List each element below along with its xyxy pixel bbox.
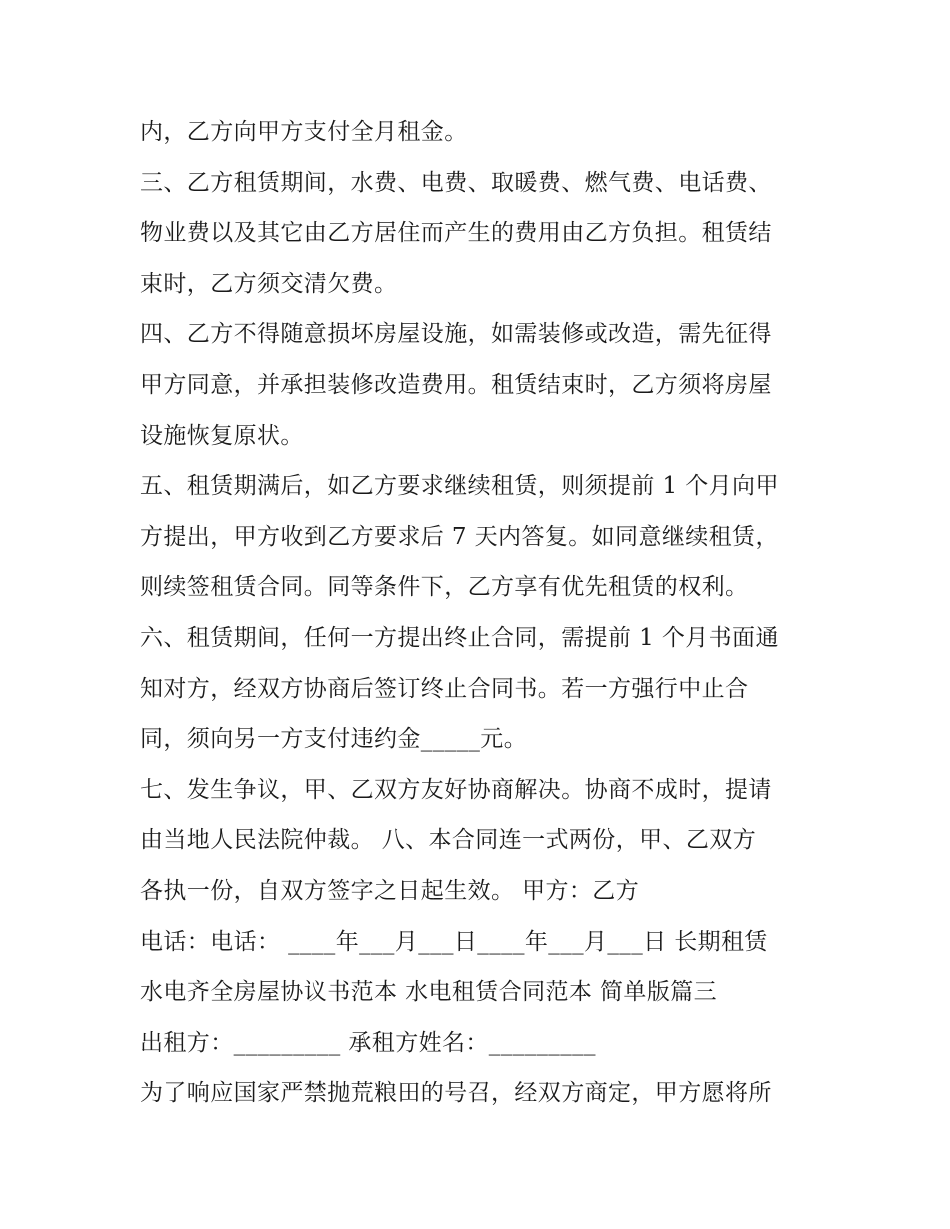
text-line: 由当地人民法院仲裁。 八、本合同连一式两份，甲、乙双方 [140, 827, 757, 854]
text-line: 为了响应国家严禁抛荒粮田的号召，经双方商定，甲方愿将所 [140, 1080, 772, 1107]
text-line: 出租方：_________ 承租方姓名：_________ [140, 1029, 596, 1056]
text-line: 知对方，经双方协商后签订终止合同书。若一方强行中止合 [140, 675, 749, 702]
text-line: 则续签租赁合同。同等条件下，乙方享有优先租赁的权利。 [140, 574, 749, 601]
text-line: 同，须向另一方支付违约金_____元。 [140, 726, 528, 753]
text-line: 五、租赁期满后，如乙方要求继续租赁，则须提前 1 个月向甲 [140, 473, 779, 500]
text-line: 四、乙方不得随意损坏房屋设施，如需装修或改造，需先征得 [140, 321, 772, 348]
text-line: 物业费以及其它由乙方居住而产生的费用由乙方负担。租赁结 [140, 220, 772, 247]
text-line: 七、发生争议，甲、乙双方友好协商解决。协商不成时，提请 [140, 776, 772, 803]
text-line: 各执一份，自双方签字之日起生效。 甲方：乙方 [140, 877, 640, 904]
text-line: 六、租赁期间，任何一方提出终止合同，需提前 1 个月书面通 [140, 624, 779, 651]
text-line: 电话：电话： ____年___月___日____年___月___日 长期租赁 [140, 928, 768, 955]
text-line: 内，乙方向甲方支付全月租金。 [140, 119, 468, 145]
text-line: 水电齐全房屋协议书范本 水电租赁合同范本 简单版篇三 [140, 979, 718, 1006]
text-line: 三、乙方租赁期间，水费、电费、取暖费、燃气费、电话费、 [140, 169, 772, 196]
text-line: 设施恢复原状。 [140, 422, 304, 449]
text-line: 束时，乙方须交清欠费。 [140, 270, 398, 297]
text-line: 方提出，甲方收到乙方要求后 7 天内答复。如同意继续租赁， [140, 523, 779, 550]
text-line: 甲方同意，并承担装修改造费用。租赁结束时，乙方须将房屋 [140, 371, 772, 398]
document-body [140, 107, 820, 1119]
